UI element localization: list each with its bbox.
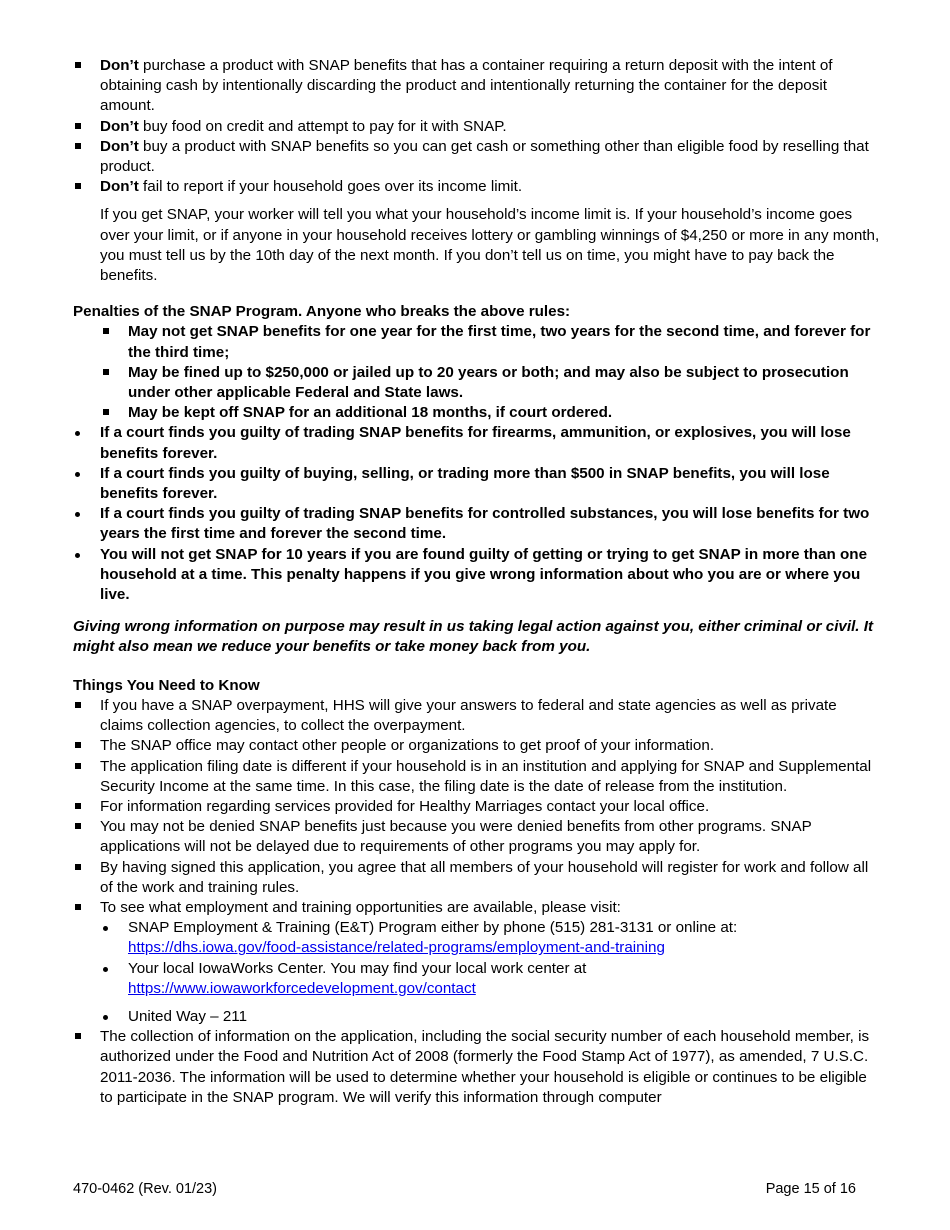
know-item: For information regarding services provided for Healthy Marriages contact your local office.	[73, 797, 883, 817]
page-number: Page 15 of 16	[765, 1181, 856, 1197]
know-item: The SNAP office may contact other people or organizations to get proof of your information.	[73, 736, 883, 756]
dont-item: Don’t fail to report if your household goes over its income limit.	[73, 177, 883, 197]
know-item: By having signed this application, you agree that all members of your household will register for work and follow all of the work and training rules.	[73, 858, 883, 898]
collection-authority-item: The collection of information on the application, including the social security number of each household member, is authorized under the Food and Nutrition Act of 2008 (formerly the Food Stamp Act of 1977), as amended, 7 U.S.C. 2011-2036. The information will be used to determine whether your household is eligible or continues to be eligible to participate in the SNAP program. We will verify this information through computer	[73, 1027, 883, 1108]
iowaworks-item: Your local IowaWorks Center. You may find your local work center at https://www.iowaworkforcedevelopment.gov/contact	[73, 959, 883, 999]
dont-item: Don’t buy a product with SNAP benefits so you can get cash or something other than eligible food by reselling that product.	[73, 137, 883, 177]
united-way-item: United Way – 211	[73, 1007, 883, 1027]
dont-item: Don’t buy food on credit and attempt to pay for it with SNAP.	[73, 117, 883, 137]
court-penalty-item: If a court finds you guilty of buying, selling, or trading more than $500 in SNAP benefits, you will lose benefits forever.	[73, 464, 883, 504]
penalty-sub-item: May be fined up to $250,000 or jailed up to 20 years or both; and may also be subject to prosecution under other applicable Federal and State laws.	[73, 363, 883, 403]
income-limit-paragraph: If you get SNAP, your worker will tell you what your household’s income limit is. If your household’s income goes over your limit, or if anyone in your household receives lottery or gambling winnings of $4,250 or more in any month, you must tell us by the 10th day of the next month. If you don’t tell us on time, you might have to pay back the benefits.	[100, 206, 880, 285]
wrong-information-warning: Giving wrong information on purpose may result in us taking legal action against you, either criminal or civil. It might also mean we reduce your benefits or take money back from you.	[73, 618, 874, 656]
court-penalty-item: If a court finds you guilty of trading SNAP benefits for controlled substances, you will lose benefits for two years the first time and forever the second time.	[73, 504, 883, 544]
et-program-link[interactable]: https://dhs.iowa.gov/food-assistance/related-programs/employment-and-training	[128, 939, 665, 957]
et-program-item: SNAP Employment & Training (E&T) Program either by phone (515) 281-3131 or online at: https://dhs.iowa.gov/food-assistance/related-programs/employment-and-training	[73, 918, 883, 958]
penalty-sub-item: May not get SNAP benefits for one year for the first time, two years for the second time, and forever for the third time;	[73, 322, 883, 362]
penalties-heading: Penalties of the SNAP Program. Anyone who breaks the above rules:	[73, 303, 571, 321]
penalty-sub-item: May be kept off SNAP for an additional 18 months, if court ordered.	[73, 403, 883, 423]
things-to-know-heading: Things You Need to Know	[73, 676, 260, 694]
know-item: To see what employment and training opportunities are available, please visit:	[73, 898, 883, 918]
form-number: 470-0462 (Rev. 01/23)	[73, 1181, 218, 1197]
know-item: If you have a SNAP overpayment, HHS will give your answers to federal and state agencies as well as private claims collection agencies, to collect the overpayment.	[73, 696, 883, 736]
know-item: You may not be denied SNAP benefits just because you were denied benefits from other programs. SNAP applications will not be delayed due to requirements of other programs you may apply for.	[73, 817, 883, 857]
page-content	[73, 56, 883, 1108]
iowaworks-contact-link[interactable]: https://www.iowaworkforcedevelopment.gov/contact	[128, 979, 476, 997]
court-penalty-item: You will not get SNAP for 10 years if you are found guilty of getting or trying to get SNAP in more than one household at a time. This penalty happens if you give wrong information about who you are or where you live.	[73, 545, 883, 606]
court-penalty-item: If a court finds you guilty of trading SNAP benefits for firearms, ammunition, or explosives, you will lose benefits forever.	[73, 423, 883, 463]
know-item: The application filing date is different if your household is in an institution and applying for SNAP and Supplemental Security Income at the same time. In this case, the filing date is the date of release from the institution.	[73, 757, 883, 797]
dont-item: Don’t purchase a product with SNAP benefits that has a container requiring a return deposit with the intent of obtaining cash by intentionally discarding the product and intentionally returning the container for the deposit amount.	[73, 56, 883, 117]
